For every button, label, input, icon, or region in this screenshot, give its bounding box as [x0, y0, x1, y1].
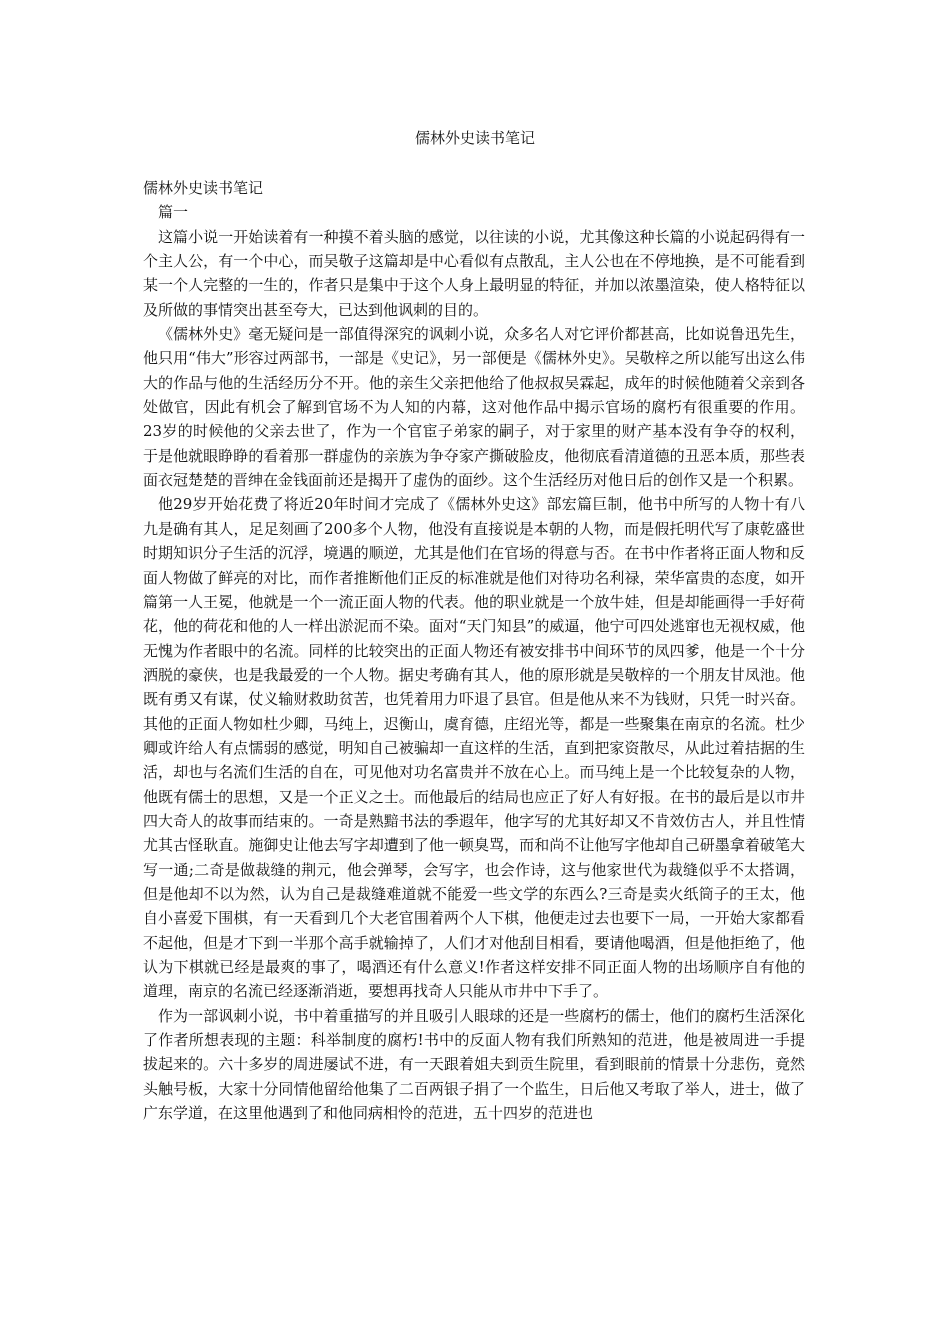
document-title: 儒林外史读书笔记 [414, 129, 535, 147]
document-body [143, 176, 805, 1125]
paragraph-1: 这篇小说一开始读着有一种摸不着头脑的感觉，以往读的小说，尤其像这种长篇的小说起码得有一个主人公，有一个中心，而吴敬子这篇却是中心看似有点散乱，主人公也在不停地换，是不可能看到某一个人完整的一生的，作者只是集中于这个人身上最明显的特征，并加以浓墨渲染，使人格特征以及所做的事情突出甚至夸大，已达到他讽刺的目的。 [143, 227, 805, 319]
paragraph-4: 作为一部讽刺小说，书中着重描写的并且吸引人眼球的还是一些腐朽的儒士，他们的腐朽生活深化了作者所想表现的主题：科举制度的腐朽!书中的反面人物有我们所熟知的范进，他是被周进一手提拔起来的。六十多岁的周进屡试不进，有一天跟着姐夫到贡生院里，看到眼前的情景十分悲伤，竟然头触号板，大家十分同情他留给他集了二百两银子捐了一个监生，日后他又考取了举人，进士，做了广东学道，在这里他遇到了和他同病相怜的范进，五十四岁的范进也 [143, 1006, 805, 1123]
section-label: 篇一 [158, 203, 189, 222]
paragraph-2: 《儒林外史》毫无疑问是一部值得深究的讽刺小说，众多名人对它评价都甚高，比如说鲁迅先生，他只用“伟大”形容过两部书，一部是《史记》，另一部便是《儒林外史》。吴敬梓之所以能写出这么伟大的作品与他的生活经历分不开。他的亲生父亲把他给了他叔叔吴霖起，成年的时候他随着父亲到各处做官，因此有机会了解到官场不为人知的内幕，这对他作品中揭示官场的腐朽有很重要的作用。23岁的时候他的父亲去世了，作为一个官宦子弟家的嗣子，对于家里的财产基本没有争夺的权利，于是他就眼睁睁的看着那一群虚伪的亲族为争夺家产撕破脸皮，他彻底看清道德的丑恶本质，那些表面衣冠楚楚的晋绅在金钱面前还是揭开了虚伪的面纱。这个生活经历对他日后的创作又是一个积累。 [143, 325, 805, 490]
document-subtitle: 儒林外史读书笔记 [143, 179, 264, 197]
paragraph-3: 他29岁开始花费了将近20年时间才完成了《儒林外史这》部宏篇巨制，他书中所写的人物十有八九是确有其人，足足刻画了200多个人物，他没有直接说是本朝的人物，而是假托明代写了康乾盛世时期知识分子生活的沉浮，境遇的顺逆，尤其是他们在官场的得意与否。在书中作者将正面人物和反面人物做了鲜亮的对比，而作者推断他们正反的标准就是他们对待功名利禄，荣华富贵的态度，如开篇第一人王冕，他就是一个一流正面人物的代表。他的职业就是一个放牛娃，但是却能画得一手好荷花，他的荷花和他的人一样出淤泥而不染。面对“天门知县”的威逼，他宁可四处逃窜也无视权威，他无愧为作者眼中的名流。同样的比较突出的正面人物还有被安排书中间环节的凤四爹，他是一个十分洒脱的豪侠，也是我最爱的一个人物。据史考确有其人，他的原形就是吴敬梓的一个朋友甘凤池。他既有勇又有谋，仗义输财救助贫苦，也凭着用力吓退了县官。但是他从来不为钱财，只凭一时兴奋。其他的正面人物如杜少卿，马纯上，迟衡山，虞育德，庄绍光等，都是一些聚集在南京的名流。杜少卿或许给人有点懦弱的感觉，明知自己被骗却一直这样的生活，直到把家资散尽，从此过着拮据的生活，却也与名流们生活的自在，可见他对功名富贵并不放在心上。而马纯上是一个比较复杂的人物，他既有儒士的思想，又是一个正义之士。而他最后的结局也应正了好人有好报。在书的最后是以市井四大奇人的故事而结束的。一奇是熟黯书法的季遐年，他字写的尤其好却又不肯效仿古人，并且性情尤其古怪耿直。施御史让他去写字却遭到了他一顿臭骂，而和尚不让他写字他却自己研墨拿着破笔大写一通;二奇是做裁缝的荆元，他会弹琴，会写字，也会作诗，这与他家世代为裁缝似乎不太搭调，但是他却不以为然，认为自己是裁缝难道就不能爱一些文学的东西么?三奇是卖火纸筒子的王太，他自小喜爱下围棋，有一天看到几个大老官围着两个人下棋，他便走过去也要下一局，一开始大家都看不起他，但是才下到一半那个高手就输掉了，人们才对他刮目相看，要请他喝酒，但是他拒绝了，他认为下棋就已经是最爽的事了，喝酒还有什么意义!作者这样安排不同正面人物的出场顺序自有他的道理，南京的名流已经逐渐消逝，要想再找奇人只能从市井中下手了。 [143, 495, 805, 1001]
